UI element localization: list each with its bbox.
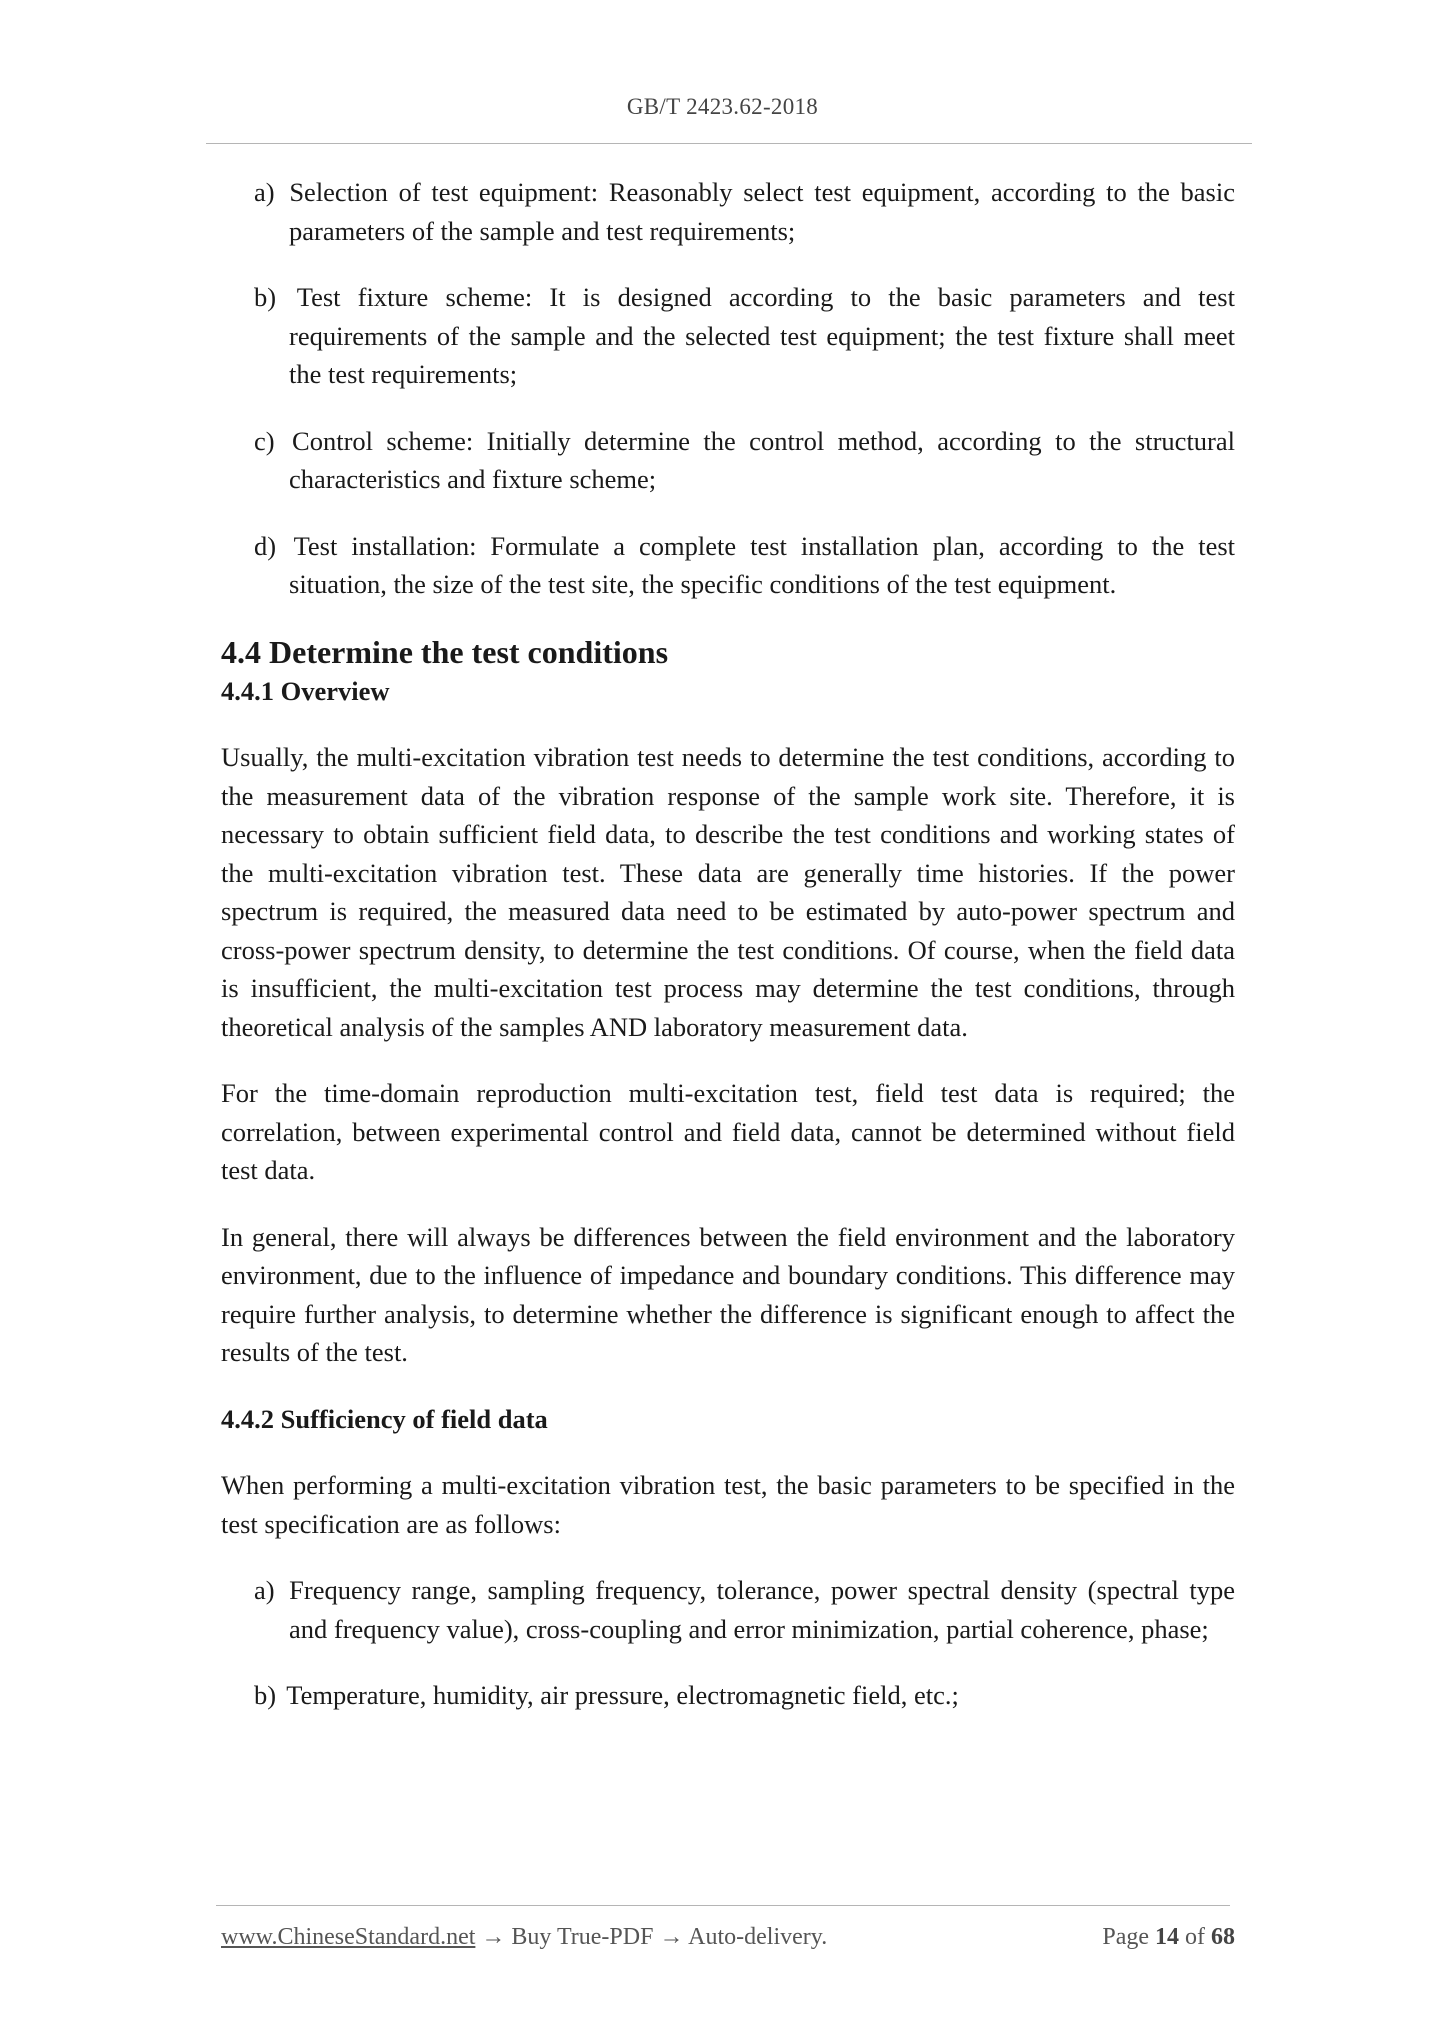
list-text: Selection of test equipment: Reasonably select test equipment, according to the basic parameters of the sample and test requirements; [289,177,1235,246]
list-text: Test fixture scheme: It is designed according to the basic parameters and test requirements of the sample and the selected test equipment; the test fixture shall meet the test requirements; [289,282,1235,389]
list-item-b [221,278,1235,394]
list-text: Temperature, humidity, air pressure, electromagnetic field, etc.; [286,1680,959,1710]
list-marker: a) [254,177,275,207]
footer-divider [216,1905,1230,1906]
page-content [221,173,1235,1743]
list-marker: b) [254,1680,277,1710]
list-marker: c) [254,425,275,456]
page-counter [1102,1924,1235,1951]
list-text: Frequency range, sampling frequency, tolerance, power spectral density (spectral type and frequency value), cross-coupling and error minimization, partial coherence, phase; [289,1575,1236,1644]
overview-paragraph-2: For the time-domain reproduction multi-excitation test, field test data is required; the correlation, between experimental control and field data, cannot be determined without field test data. [221,1078,1235,1185]
arrow-right-icon: → [659,1924,684,1950]
header-divider [206,143,1252,144]
of-label: of [1185,1924,1205,1950]
parameter-item-a [221,1571,1235,1648]
footer-promo [221,1924,827,1951]
page-label: Page [1102,1924,1149,1950]
field-data-intro: When performing a multi-excitation vibration test, the basic parameters to be specified in the test specification are as follows: [221,1470,1235,1539]
section-heading-4-4: 4.4 Determine the test conditions [221,633,669,670]
list-marker: a) [254,1575,275,1605]
auto-delivery-text: Auto-delivery. [688,1924,828,1950]
list-item-a [221,173,1235,250]
page-total: 68 [1211,1924,1235,1950]
section-heading-4-4-2: 4.4.2 Sufficiency of field data [221,1403,548,1434]
page-header-doc-id: GB/T 2423.62-2018 [626,94,819,119]
parameter-item-b [221,1676,1235,1715]
list-text: Control scheme: Initially determine the control method, according to the structural characteristics and fixture scheme; [289,425,1236,494]
buy-true-pdf-text: Buy True-PDF [511,1924,654,1950]
list-marker: d) [254,530,277,561]
page-number: 14 [1155,1924,1179,1950]
overview-paragraph-1: Usually, the multi-excitation vibration test needs to determine the test conditions, according to the measurement data of the vibration response of the sample work site. Therefore, it is necessary to obtain sufficient field data, to describe the test conditions and working states of the multi-excitation vibration test. These data are generally time histories. If the power spectrum is required, the measured data need to be estimated by auto-power spectrum and cross-power spectrum density, to determine the test conditions. Of course, when the field data is insufficient, the multi-excitation test process may determine the test conditions, through theoretical analysis of the samples AND laboratory measurement data. [221,742,1235,1042]
list-item-d [221,527,1235,604]
list-item-c [221,422,1235,499]
list-marker: b) [254,282,277,312]
list-text: Test installation: Formulate a complete test installation plan, according to the test situation, the size of the test site, the specific conditions of the test equipment. [289,530,1235,599]
site-link[interactable]: www.ChineseStandard.net [221,1924,476,1950]
overview-paragraph-3: In general, there will always be differences between the field environment and the laboratory environment, due to the influence of impedance and boundary conditions. This difference may require further analysis, to determine whether the difference is significant enough to affect the results of the test. [221,1221,1235,1367]
section-heading-4-4-1: 4.4.1 Overview [221,675,390,706]
arrow-right-icon: → [481,1924,506,1950]
